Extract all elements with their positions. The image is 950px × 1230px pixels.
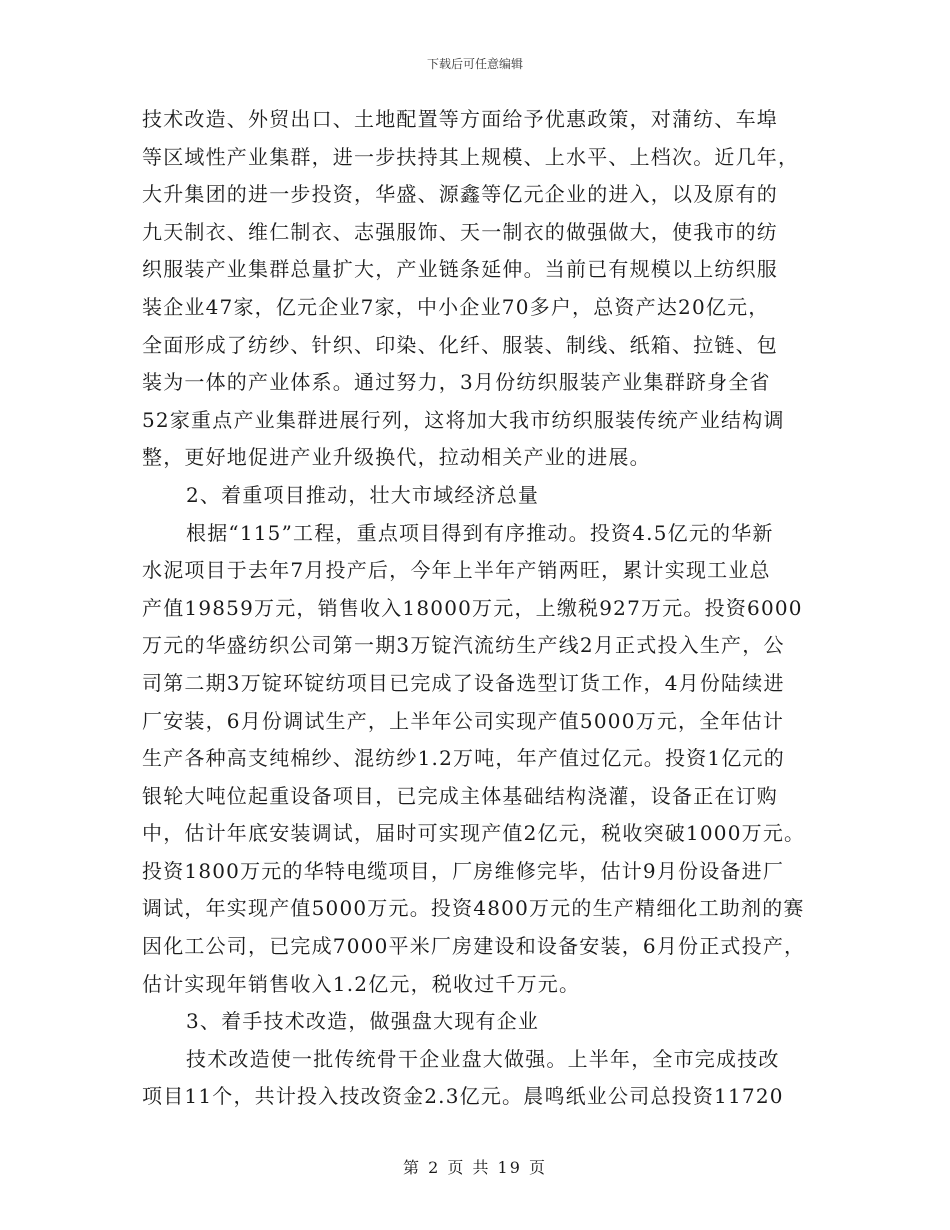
text-line: 装企业47家，亿元企业7家，中小企业70多户，总资产达20亿元， [142,294,770,319]
text-line: 大升集团的进一步投资，华盛、源鑫等亿元企业的进入，以及原有的 [142,182,778,207]
text-line: 织服装产业集群总量扩大，产业链条延伸。当前已有规模以上纺织服 [142,257,778,282]
text-line: 技术改造、外贸出口、土地配置等方面给予优惠政策，对蒲纺、车埠 [142,107,778,131]
text-line: 万元的华盛纺织公司第一期3万锭汽流纺生产线2月正式投入生产，公 [142,633,785,658]
text-line: 中，估计年底安装调试，届时可实现产值2亿元，税收突破1000万元。 [142,821,806,846]
text-line: 九天制衣、维仁制衣、志强服饰、天一制衣的做强做大，使我市的纺 [142,219,778,244]
text-line: 等区域性产业集群，进一步扶持其上规模、上水平、上档次。近几年， [142,144,800,169]
text-line: 因化工公司，已完成7000平米厂房建设和设备安装，6月份正式投产， [142,934,806,959]
text-line: 2、着重项目推动，壮大市域经济总量 [186,482,540,507]
document-body [142,101,812,1116]
text-line: 水泥项目于去年7月投产后，今年上半年产销两旺，累计实现工业总 [142,558,771,583]
page-header: 下载后可任意编辑 [426,57,523,71]
text-line: 整，更好地促进产业升级换代，拉动相关产业的进展。 [142,445,651,470]
text-line: 司第二期3万锭环锭纺项目已完成了设备选型订货工作，4月份陆续进 [142,670,785,695]
text-line: 项目11个，共计投入技改资金2.3亿元。晨鸣纸业公司总投资11720 [142,1084,784,1109]
text-line: 生产各种高支纯棉纱、混纺纱1.2万吨，年产值过亿元。投资1亿元的 [142,746,785,771]
text-line: 估计实现年销售收入1.2亿元，税收过千万元。 [142,971,581,996]
text-line: 3、着手技术改造，做强盘大现有企业 [186,1009,540,1034]
text-line: 厂安装，6月份调试生产，上半年公司实现产值5000万元，全年估计 [142,708,785,733]
text-line: 装为一体的产业体系。通过努力，3月份纺织服装产业集群跻身全省 [142,370,771,395]
text-line: 全面形成了纺纱、针织、印染、化纤、服装、制线、纸箱、拉链、包 [142,332,778,357]
text-line: 投资1800万元的华特电缆项目，厂房维修完毕，估计9月份设备进厂 [142,858,785,883]
page-footer: 第 2 页 共 19 页 [403,1158,547,1177]
text-line: 根据“115”工程，重点项目得到有序推动。投资4.5亿元的华新 [186,520,774,545]
text-line: 52家重点产业集群进展行列，这将加大我市纺织服装传统产业结构调 [142,407,785,432]
text-line: 银轮大吨位起重设备项目，已完成主体基础结构浇灌，设备正在订购 [142,783,778,808]
text-line: 产值19859万元，销售收入18000万元，上缴税927万元。投资6000 [142,595,803,620]
text-line: 技术改造使一批传统骨干企业盘大做强。上半年，全市完成技改 [186,1046,780,1071]
text-line: 调试，年实现产值5000万元。投资4800万元的生产精细化工助剂的赛 [142,896,805,921]
